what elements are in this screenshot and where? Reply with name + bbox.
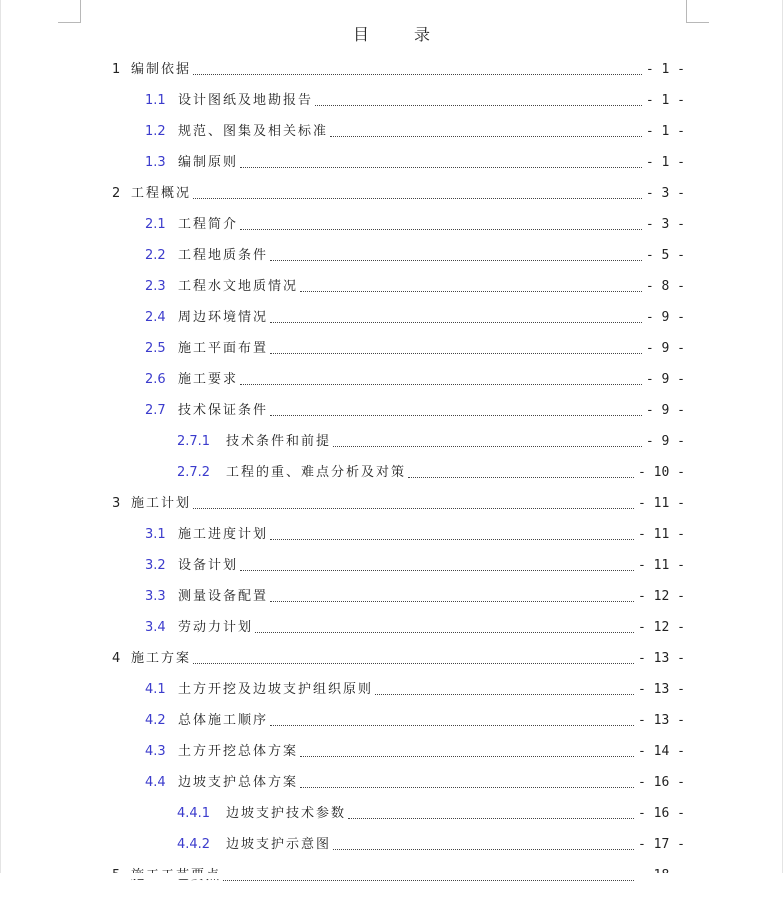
toc-entry[interactable] (0, 432, 783, 463)
toc-leader-dots (193, 198, 642, 199)
toc-leader-dots (270, 260, 642, 261)
toc-entry-number: 2.2 (145, 248, 166, 263)
toc-entry-number: 3.2 (145, 558, 166, 573)
toc-entry-title: 周边环境情况 (178, 310, 269, 325)
toc-entry-title: 施工进度计划 (178, 527, 269, 542)
toc-leader-dots (240, 167, 642, 168)
toc-page-number: - 10 - (638, 465, 685, 480)
toc-entry-title: 工程简介 (178, 217, 239, 232)
toc-entry[interactable] (0, 91, 783, 122)
toc-entry-title: 施工方案 (131, 651, 192, 666)
toc-entry-number: 1 (112, 62, 121, 77)
toc-leader-dots (270, 601, 634, 602)
toc-page-number: - 13 - (638, 713, 685, 728)
toc-leader-dots (240, 384, 642, 385)
toc-page-number: - 1 - (645, 124, 685, 139)
toc-leader-dots (330, 136, 642, 137)
toc-title: 目 录 (352, 25, 451, 44)
toc-leader-dots (300, 291, 642, 292)
toc-page-number: - 1 - (645, 93, 685, 108)
toc-leader-dots (408, 477, 634, 478)
toc-entry[interactable] (0, 463, 783, 494)
toc-entry-number: 4.4.2 (177, 837, 211, 852)
toc-entry-number: 2.7 (145, 403, 166, 418)
toc-entry-title: 设计图纸及地勘报告 (178, 93, 314, 108)
toc-page-number: - 12 - (638, 589, 685, 604)
toc-page-number: - 3 - (645, 217, 685, 232)
toc-entry-number: 4.2 (145, 713, 166, 728)
toc-entry[interactable] (0, 680, 783, 711)
toc-leader-dots (270, 725, 634, 726)
toc-leader-dots (315, 105, 642, 106)
toc-entry-number: 2 (112, 186, 121, 201)
toc-entry[interactable] (0, 215, 783, 246)
toc-entry-number: 3 (112, 496, 121, 511)
toc-page-number: - 9 - (645, 403, 685, 418)
toc-entry[interactable] (0, 711, 783, 742)
toc-entry[interactable] (0, 804, 783, 835)
toc-entry[interactable] (0, 339, 783, 370)
toc-page-number: - 3 - (645, 186, 685, 201)
toc-page-number: - 11 - (638, 527, 685, 542)
toc-entry[interactable] (0, 277, 783, 308)
toc-entry-number: 2.7.2 (177, 465, 211, 480)
toc-page-number: - 16 - (638, 806, 685, 821)
toc-entry-title: 编制依据 (131, 62, 192, 77)
toc-entry[interactable] (0, 835, 783, 866)
toc-entry[interactable] (0, 122, 783, 153)
toc-page-number: - 16 - (638, 775, 685, 790)
toc-entry-title: 施工平面布置 (178, 341, 269, 356)
toc-entry-title: 设备计划 (178, 558, 239, 573)
toc-page-number: - 8 - (645, 279, 685, 294)
toc-entry-number: 4.3 (145, 744, 166, 759)
toc-entry-title: 工程水文地质情况 (178, 279, 299, 294)
toc-entry-number: 2.1 (145, 217, 166, 232)
toc-entry-number: 1.3 (145, 155, 166, 170)
toc-entry[interactable] (0, 494, 783, 525)
toc-leader-dots (193, 663, 634, 664)
toc-entry-title: 技术条件和前提 (226, 434, 332, 449)
toc-entry[interactable] (0, 370, 783, 401)
page-bottom-edge (0, 873, 783, 879)
toc-entry-title: 施工要求 (178, 372, 239, 387)
toc-leader-dots (300, 787, 634, 788)
toc-entry[interactable] (0, 618, 783, 649)
toc-entry-number: 1.1 (145, 93, 166, 108)
toc-page-number: - 9 - (645, 434, 685, 449)
toc-entry-number: 3.3 (145, 589, 166, 604)
toc-leader-dots (333, 446, 642, 447)
toc-entry[interactable] (0, 246, 783, 277)
toc-leader-dots (193, 74, 642, 75)
toc-entry-title: 测量设备配置 (178, 589, 269, 604)
toc-entry[interactable] (0, 649, 783, 680)
toc-entry[interactable] (0, 60, 783, 91)
toc-entry-number: 2.5 (145, 341, 166, 356)
margin-corner-top-left (58, 0, 81, 23)
margin-corner-top-right (686, 0, 709, 23)
toc-entry-title: 规范、图集及相关标准 (178, 124, 329, 139)
toc-entry-number: 2.7.1 (177, 434, 211, 449)
toc-leader-dots (270, 539, 634, 540)
toc-page-number: - 1 - (645, 62, 685, 77)
toc-leader-dots (240, 229, 642, 230)
toc-entry-title: 边坡支护技术参数 (226, 806, 347, 821)
toc-page-number: - 17 - (638, 837, 685, 852)
toc-leader-dots (348, 818, 634, 819)
toc-leader-dots (375, 694, 634, 695)
toc-page-number: - 11 - (638, 558, 685, 573)
toc-entry-number: 3.4 (145, 620, 166, 635)
toc-entry-title: 工程地质条件 (178, 248, 269, 263)
toc-leader-dots (255, 632, 634, 633)
toc-entry-title: 土方开挖总体方案 (178, 744, 299, 759)
toc-entry-title: 施工计划 (131, 496, 192, 511)
toc-entry[interactable] (0, 587, 783, 618)
toc-entry-number: 1.2 (145, 124, 166, 139)
toc-page-number: - 5 - (645, 248, 685, 263)
toc-entry-title: 总体施工顺序 (178, 713, 269, 728)
toc-page-number: - 13 - (638, 651, 685, 666)
toc-entry-number: 4.4.1 (177, 806, 211, 821)
toc-entry-title: 编制原则 (178, 155, 239, 170)
toc-page-number: - 1 - (645, 155, 685, 170)
toc-page-number: - 9 - (645, 372, 685, 387)
toc-entry-title: 边坡支护示意图 (226, 837, 332, 852)
toc-leader-dots (193, 508, 634, 509)
toc-entry-number: 2.6 (145, 372, 166, 387)
toc-leader-dots (333, 849, 634, 850)
toc-entry[interactable] (0, 866, 783, 897)
toc-page-number: - 9 - (645, 341, 685, 356)
toc-page-number: - 11 - (638, 496, 685, 511)
toc-page-number: - 14 - (638, 744, 685, 759)
toc-page-number: - 9 - (645, 310, 685, 325)
toc-entry-title: 土方开挖及边坡支护组织原则 (178, 682, 374, 697)
toc-entry[interactable] (0, 742, 783, 773)
toc-leader-dots (270, 415, 642, 416)
toc-entry[interactable] (0, 401, 783, 432)
toc-entry-title: 技术保证条件 (178, 403, 269, 418)
toc-entry-number: 4 (112, 651, 121, 666)
toc-entry-title: 劳动力计划 (178, 620, 254, 635)
toc-page-number: - 12 - (638, 620, 685, 635)
toc-entry-number: 2.3 (145, 279, 166, 294)
toc-entry[interactable] (0, 308, 783, 339)
toc-leader-dots (270, 353, 642, 354)
toc-entry-title: 边坡支护总体方案 (178, 775, 299, 790)
toc-entry[interactable] (0, 773, 783, 804)
toc-leader-dots (300, 756, 634, 757)
toc-entry-title: 工程概况 (131, 186, 192, 201)
toc-page-number: - 13 - (638, 682, 685, 697)
toc-entry-title: 工程的重、难点分析及对策 (226, 465, 407, 480)
toc-entry-number: 3.1 (145, 527, 166, 542)
toc-entry-number: 2.4 (145, 310, 166, 325)
toc-entry-number: 4.4 (145, 775, 166, 790)
toc-entry[interactable] (0, 556, 783, 587)
toc-entry[interactable] (0, 153, 783, 184)
toc-entry[interactable] (0, 525, 783, 556)
toc-entry-number: 4.1 (145, 682, 166, 697)
toc-entry[interactable] (0, 184, 783, 215)
toc-leader-dots (270, 322, 642, 323)
toc-leader-dots (223, 880, 634, 881)
toc-leader-dots (240, 570, 634, 571)
